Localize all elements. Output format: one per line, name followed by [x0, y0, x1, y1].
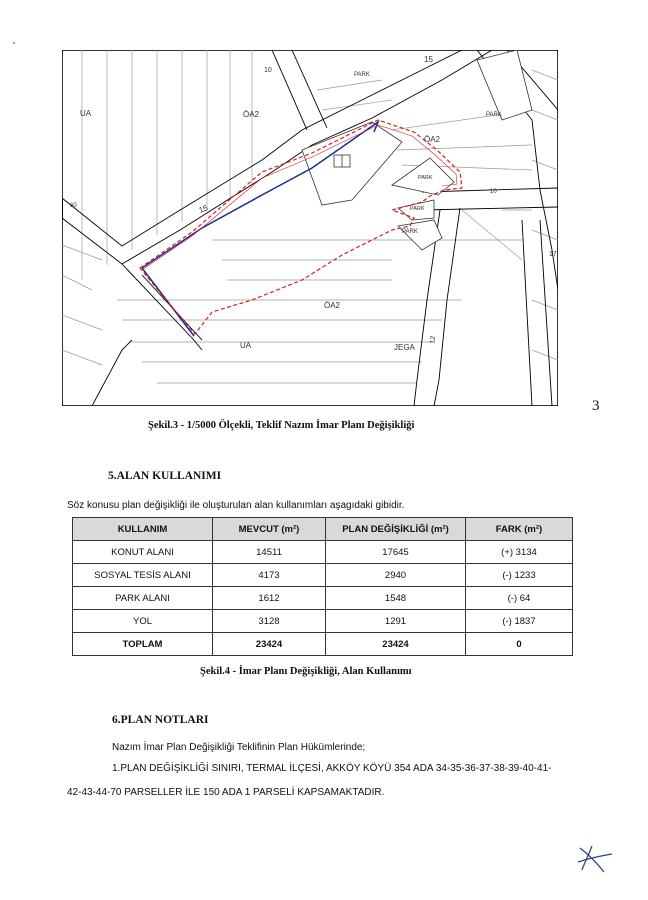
table-header: FARK (m²) — [466, 518, 573, 541]
table-cell: SOSYAL TESİS ALANI — [73, 564, 213, 587]
signature-mark — [574, 840, 614, 879]
plan-note-1-line-1: 1.PLAN DEĞİŞİKLİĞİ SINIRI, TERMAL İLÇESİ, AKKÖY KÖYÜ 354 ADA 34-35-36-37-38-39-40-41- — [112, 763, 552, 774]
table-row — [73, 587, 573, 610]
table-row — [73, 541, 573, 564]
figure-4-caption: Şekil.4 - İmar Planı Değişikliği, Alan Kullanımı — [200, 666, 412, 677]
zoning-plan-map — [62, 50, 558, 406]
section-6-heading: 6.PLAN NOTLARI — [112, 714, 209, 726]
section-5-heading: 5.ALAN KULLANIMI — [108, 470, 222, 482]
scan-speck — [13, 42, 15, 44]
table-cell: 23424 — [326, 633, 466, 656]
table-cell: 3128 — [213, 610, 326, 633]
table-header: MEVCUT (m²) — [213, 518, 326, 541]
map-label-road-10-top: 10 — [264, 67, 272, 74]
map-label-park-red1: PARK — [418, 175, 433, 181]
table-row — [73, 564, 573, 587]
table-row — [73, 610, 573, 633]
section-6-intro: Nazım İmar Plan Değişikliği Teklifinin Plan Hükümlerinde; — [112, 742, 366, 753]
map-drawing — [62, 50, 558, 406]
table-header-row — [73, 518, 573, 541]
map-label-road-15-top: 15 — [424, 55, 433, 64]
map-label-road-15-left: 15 — [197, 203, 210, 215]
table-cell: (-) 1837 — [466, 610, 573, 633]
map-label-park-lower: PARK — [402, 229, 418, 235]
plan-note-1-line-2: 42-43-44-70 PARSELLER İLE 150 ADA 1 PARSELİ KAPSAMAKTADIR. — [67, 787, 385, 798]
table-cell: 23424 — [213, 633, 326, 656]
map-label-oa2-right: ÖA2 — [424, 135, 441, 144]
table-cell: 1612 — [213, 587, 326, 610]
table-cell: 2940 — [326, 564, 466, 587]
table-cell: 4173 — [213, 564, 326, 587]
map-label-road-10-mid: 10 — [490, 189, 497, 195]
table-cell: PARK ALANI — [73, 587, 213, 610]
table-cell: (-) 64 — [466, 587, 573, 610]
table-cell: KONUT ALANI — [73, 541, 213, 564]
map-label-road-12: 12 — [429, 335, 438, 345]
table-cell: (-) 1233 — [466, 564, 573, 587]
table-cell: (+) 3134 — [466, 541, 573, 564]
map-label-park-top: PARK — [354, 72, 370, 78]
page-number: 3 — [592, 398, 600, 414]
table-cell: 1291 — [326, 610, 466, 633]
map-label-road-17: 17 — [549, 251, 557, 258]
map-label-oa2-center: ÖA2 — [324, 301, 341, 310]
figure-3-caption: Şekil.3 - 1/5000 Ölçekli, Teklif Nazım İmar Planı Değişikliği — [148, 420, 415, 431]
map-label-park-red2: PARK — [410, 206, 425, 212]
map-label-jega: JEGA — [394, 343, 415, 352]
land-use-table — [72, 517, 573, 656]
map-label-ua-bottom: UA — [240, 341, 252, 350]
map-label-ua-top: UA — [80, 109, 92, 118]
section-5-intro: Söz konusu plan değişikliği ile oluşturulan alan kullanımları aşagıdaki gibidir. — [67, 500, 405, 511]
table-cell: 0 — [466, 633, 573, 656]
table-header: PLAN DEĞİŞİKLİĞİ (m²) — [326, 518, 466, 541]
map-label-park-right: PARK — [486, 112, 502, 118]
table-cell: YOL — [73, 610, 213, 633]
table-cell: TOPLAM — [73, 633, 213, 656]
table-cell: 17645 — [326, 541, 466, 564]
map-label-oa2-top: ÖA2 — [243, 110, 260, 119]
table-header: KULLANIM — [73, 518, 213, 541]
table-cell: 14511 — [213, 541, 326, 564]
map-label-road-60: 60 — [70, 203, 77, 209]
table-cell: 1548 — [326, 587, 466, 610]
table-total-row — [73, 633, 573, 656]
